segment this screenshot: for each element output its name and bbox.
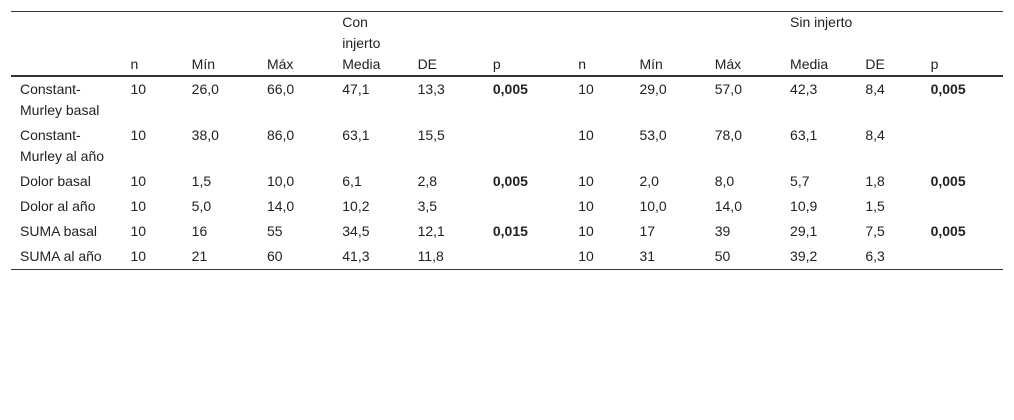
table-cell: 78,0 xyxy=(714,127,742,143)
table-cell: 31 xyxy=(639,248,656,264)
table-cell: 50 xyxy=(714,248,731,264)
table-cell: 39,2 xyxy=(790,248,818,264)
table-cell: 8,0 xyxy=(714,173,735,189)
table-cell: 55 xyxy=(266,223,283,239)
table-cell: 11,8 xyxy=(417,248,444,264)
col-header: Mín xyxy=(639,56,663,72)
table-cell: 10 xyxy=(578,127,594,143)
table-cell: 60 xyxy=(266,248,283,264)
table-cell: 29,0 xyxy=(639,81,667,97)
p-value-cell: 0,005 xyxy=(930,173,966,189)
row-label: SUMA al año xyxy=(20,248,102,264)
table-row xyxy=(11,123,1003,169)
table-cell: 5,0 xyxy=(191,198,212,214)
table-cell: 1,5 xyxy=(865,198,885,214)
table-cell: 10 xyxy=(130,173,147,189)
table-cell: 14,0 xyxy=(714,198,742,214)
table-cell: 10 xyxy=(130,127,147,143)
table-cell: 10 xyxy=(578,223,594,239)
table-cell: 10 xyxy=(578,198,594,214)
table-cell: 10 xyxy=(130,248,147,264)
table-cell: 16 xyxy=(191,223,208,239)
p-value-cell: 0,015 xyxy=(492,223,528,239)
table-cell: 2,8 xyxy=(417,173,438,189)
table-cell: 10,2 xyxy=(342,198,370,214)
table-cell: 8,4 xyxy=(865,127,885,143)
table-cell: 10 xyxy=(130,198,147,214)
table-cell: 10,0 xyxy=(266,173,295,189)
col-header: n xyxy=(578,56,586,72)
table-cell: 21 xyxy=(191,248,208,264)
table-cell: 6,1 xyxy=(342,173,362,189)
table-cell: 47,1 xyxy=(342,81,370,97)
group-header-row xyxy=(11,12,1003,55)
row-label: Dolor basal xyxy=(20,173,91,189)
p-value-cell xyxy=(922,194,1003,219)
table-cell: 10 xyxy=(578,81,594,97)
p-value-cell xyxy=(922,123,1003,169)
table-cell: 41,3 xyxy=(342,248,370,264)
p-value-cell xyxy=(484,123,569,169)
corner-cell xyxy=(11,12,121,55)
table-row xyxy=(11,169,1003,194)
table-cell: 57,0 xyxy=(714,81,742,97)
col-header: Máx xyxy=(714,56,742,72)
table-cell: 63,1 xyxy=(342,127,370,143)
table-cell: 7,5 xyxy=(865,223,885,239)
row-label: Dolor al año xyxy=(20,198,96,214)
table-cell: 1,5 xyxy=(191,173,212,189)
col-header: Media xyxy=(790,56,829,72)
col-header: DE xyxy=(417,56,438,72)
table-cell: 86,0 xyxy=(266,127,295,143)
table-cell: 13,3 xyxy=(417,81,445,97)
table-cell: 10 xyxy=(130,81,147,97)
p-value-cell: 0,005 xyxy=(930,223,966,239)
p-value-cell xyxy=(922,244,1003,270)
row-label: SUMA basal xyxy=(20,223,98,239)
col-header: n xyxy=(130,56,139,72)
p-value-cell: 0,005 xyxy=(492,81,528,97)
table-cell: 10,9 xyxy=(790,198,818,214)
table-cell: 2,0 xyxy=(639,173,659,189)
table-cell: 10 xyxy=(578,173,594,189)
table-cell: 17 xyxy=(639,223,656,239)
group-header-con-injerto: Con injerto xyxy=(342,14,381,51)
table-cell: 26,0 xyxy=(191,81,219,97)
table-cell: 14,0 xyxy=(266,198,295,214)
col-header: Máx xyxy=(266,56,294,72)
p-value-cell: 0,005 xyxy=(492,173,528,189)
table-cell: 63,1 xyxy=(790,127,818,143)
p-value-cell xyxy=(484,244,569,270)
table-cell: 12,1 xyxy=(417,223,445,239)
col-header: p xyxy=(930,56,939,72)
group-header-sin-injerto: Sin injerto xyxy=(790,14,853,30)
row-label: Constant-Murley basal xyxy=(20,81,100,118)
table-cell: 15,5 xyxy=(417,127,445,143)
table-cell: 10 xyxy=(130,223,147,239)
p-value-cell xyxy=(484,194,569,219)
table-cell: 6,3 xyxy=(865,248,885,264)
table-cell: 42,3 xyxy=(790,81,818,97)
table-cell: 10 xyxy=(578,248,594,264)
column-header-row xyxy=(11,54,1003,76)
table-cell: 5,7 xyxy=(790,173,810,189)
col-header: p xyxy=(492,56,501,72)
table-cell: 39 xyxy=(714,223,731,239)
table-cell: 10,0 xyxy=(639,198,667,214)
table-cell: 53,0 xyxy=(639,127,667,143)
table-row xyxy=(11,194,1003,219)
col-header: Mín xyxy=(191,56,216,72)
table-cell: 66,0 xyxy=(266,81,295,97)
col-header: DE xyxy=(865,56,885,72)
table-row xyxy=(11,244,1003,270)
row-label: Constant-Murley al año xyxy=(20,127,105,164)
stats-table xyxy=(11,11,1003,270)
table-cell: 8,4 xyxy=(865,81,885,97)
table-cell: 1,8 xyxy=(865,173,885,189)
table-cell: 38,0 xyxy=(191,127,219,143)
table-cell: 3,5 xyxy=(417,198,438,214)
table-row xyxy=(11,76,1003,123)
table-cell: 34,5 xyxy=(342,223,370,239)
col-header: Media xyxy=(342,56,381,72)
p-value-cell: 0,005 xyxy=(930,81,966,97)
table-row xyxy=(11,219,1003,244)
table-cell: 29,1 xyxy=(790,223,818,239)
